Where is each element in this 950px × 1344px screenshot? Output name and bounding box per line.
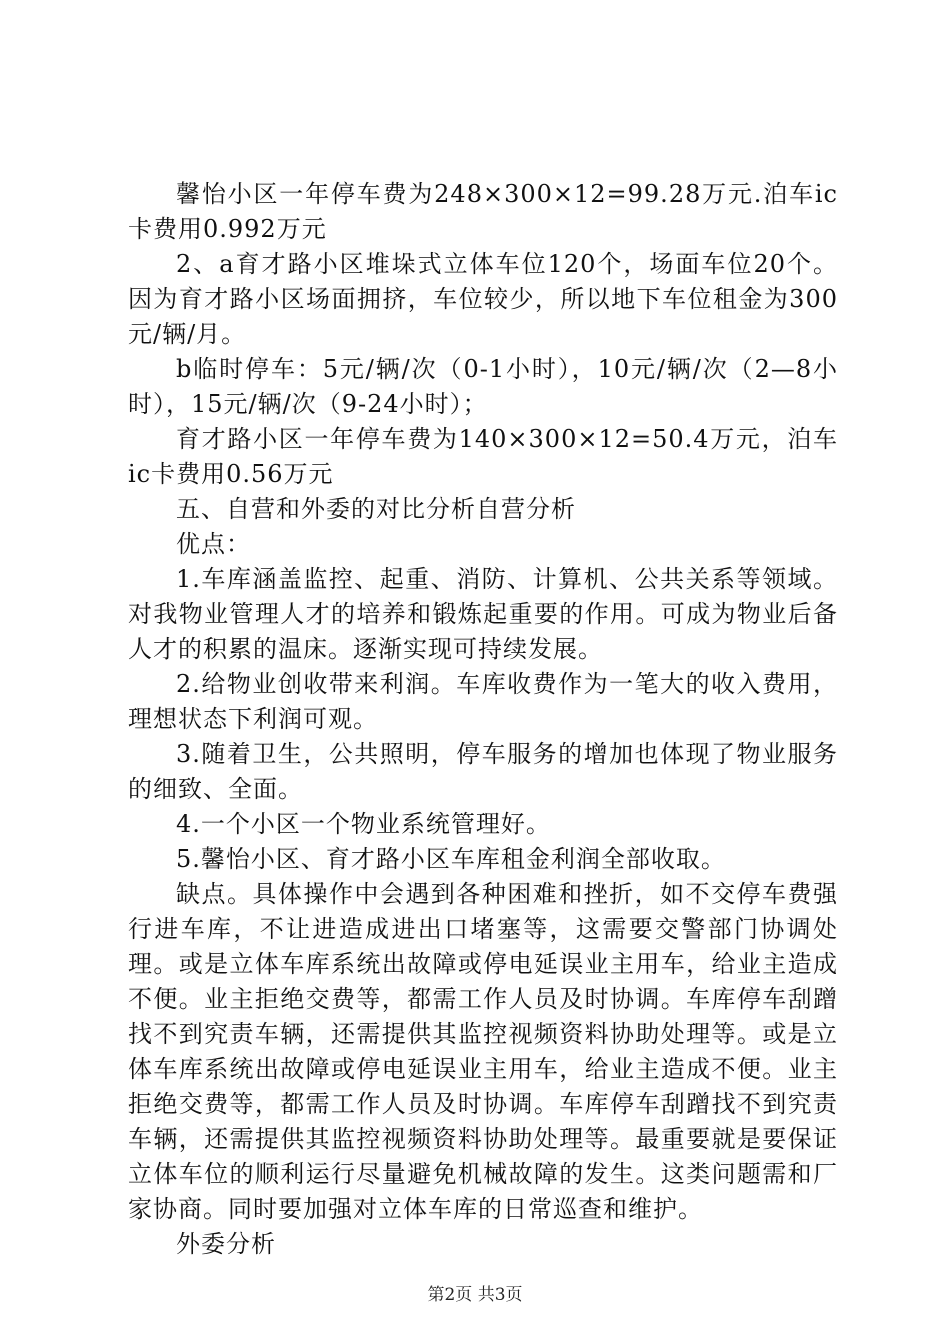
- advantage-item-5: 5.馨怡小区、育才路小区车库租金利润全部收取。: [176, 845, 726, 873]
- paragraph-yucai-annual-fee: 育才路小区一年停车费为140×300×12=50.4万元，泊车ic卡费用0.56万元: [128, 425, 838, 488]
- advantage-item-1: 1.车库涵盖监控、起重、消防、计算机、公共关系等领域。对我物业管理人才的培养和锻炼起重要的作用。可成为物业后备人才的积累的温床。逐渐实现可持续发展。: [128, 565, 838, 663]
- paragraph-yucai-road-spaces: 2、a育才路小区堆垛式立体车位120个，场面车位20个。因为育才路小区场面拥挤，车位较少，所以地下车位租金为300元/辆/月。: [128, 250, 838, 348]
- advantage-item-4: 4.一个小区一个物业系统管理好。: [176, 810, 551, 838]
- subheading-outsourcing-analysis: 外委分析: [176, 1230, 276, 1258]
- paragraph-xinyi-annual-fee: 馨怡小区一年停车费为248×300×12=99.28万元.泊车ic卡费用0.992万元: [128, 180, 838, 243]
- section-heading-comparison: 五、自营和外委的对比分析自营分析: [176, 495, 576, 523]
- advantage-item-2: 2.给物业创收带来利润。车库收费作为一笔大的收入费用，理想状态下利润可观。: [128, 670, 838, 733]
- paragraph-disadvantages: 缺点。具体操作中会遇到各种困难和挫折，如不交停车费强行进车库，不让进造成进出口堵塞等，这需要交警部门协调处理。或是立体车库系统出故障或停电延误业主用车，给业主造成不便。业主拒绝交费等，都需工作人员及时协调。车库停车刮蹭找不到究责车辆，还需提供其监控视频资料协助处理等。或是立体车库系统出故障或停电延误业主用车，给业主造成不便。业主拒绝交费等，都需工作人员及时协调。车库停车刮蹭找不到究责车辆，还需提供其监控视频资料协助处理等。最重要就是要保证立体车位的顺利运行尽量避免机械故障的发生。这类问题需和厂家协商。同时要加强对立体车库的日常巡查和维护。: [128, 880, 838, 1223]
- document-body: [128, 177, 838, 1262]
- subheading-advantages: 优点：: [176, 530, 251, 558]
- page-footer: 第2页 共3页: [427, 1285, 523, 1305]
- paragraph-temporary-parking: b临时停车：5元/辆/次（0-1小时），10元/辆/次（2—8小时），15元/辆/次（9-24小时）；: [128, 355, 838, 418]
- advantage-item-3: 3.随着卫生，公共照明，停车服务的增加也体现了物业服务的细致、全面。: [128, 740, 838, 803]
